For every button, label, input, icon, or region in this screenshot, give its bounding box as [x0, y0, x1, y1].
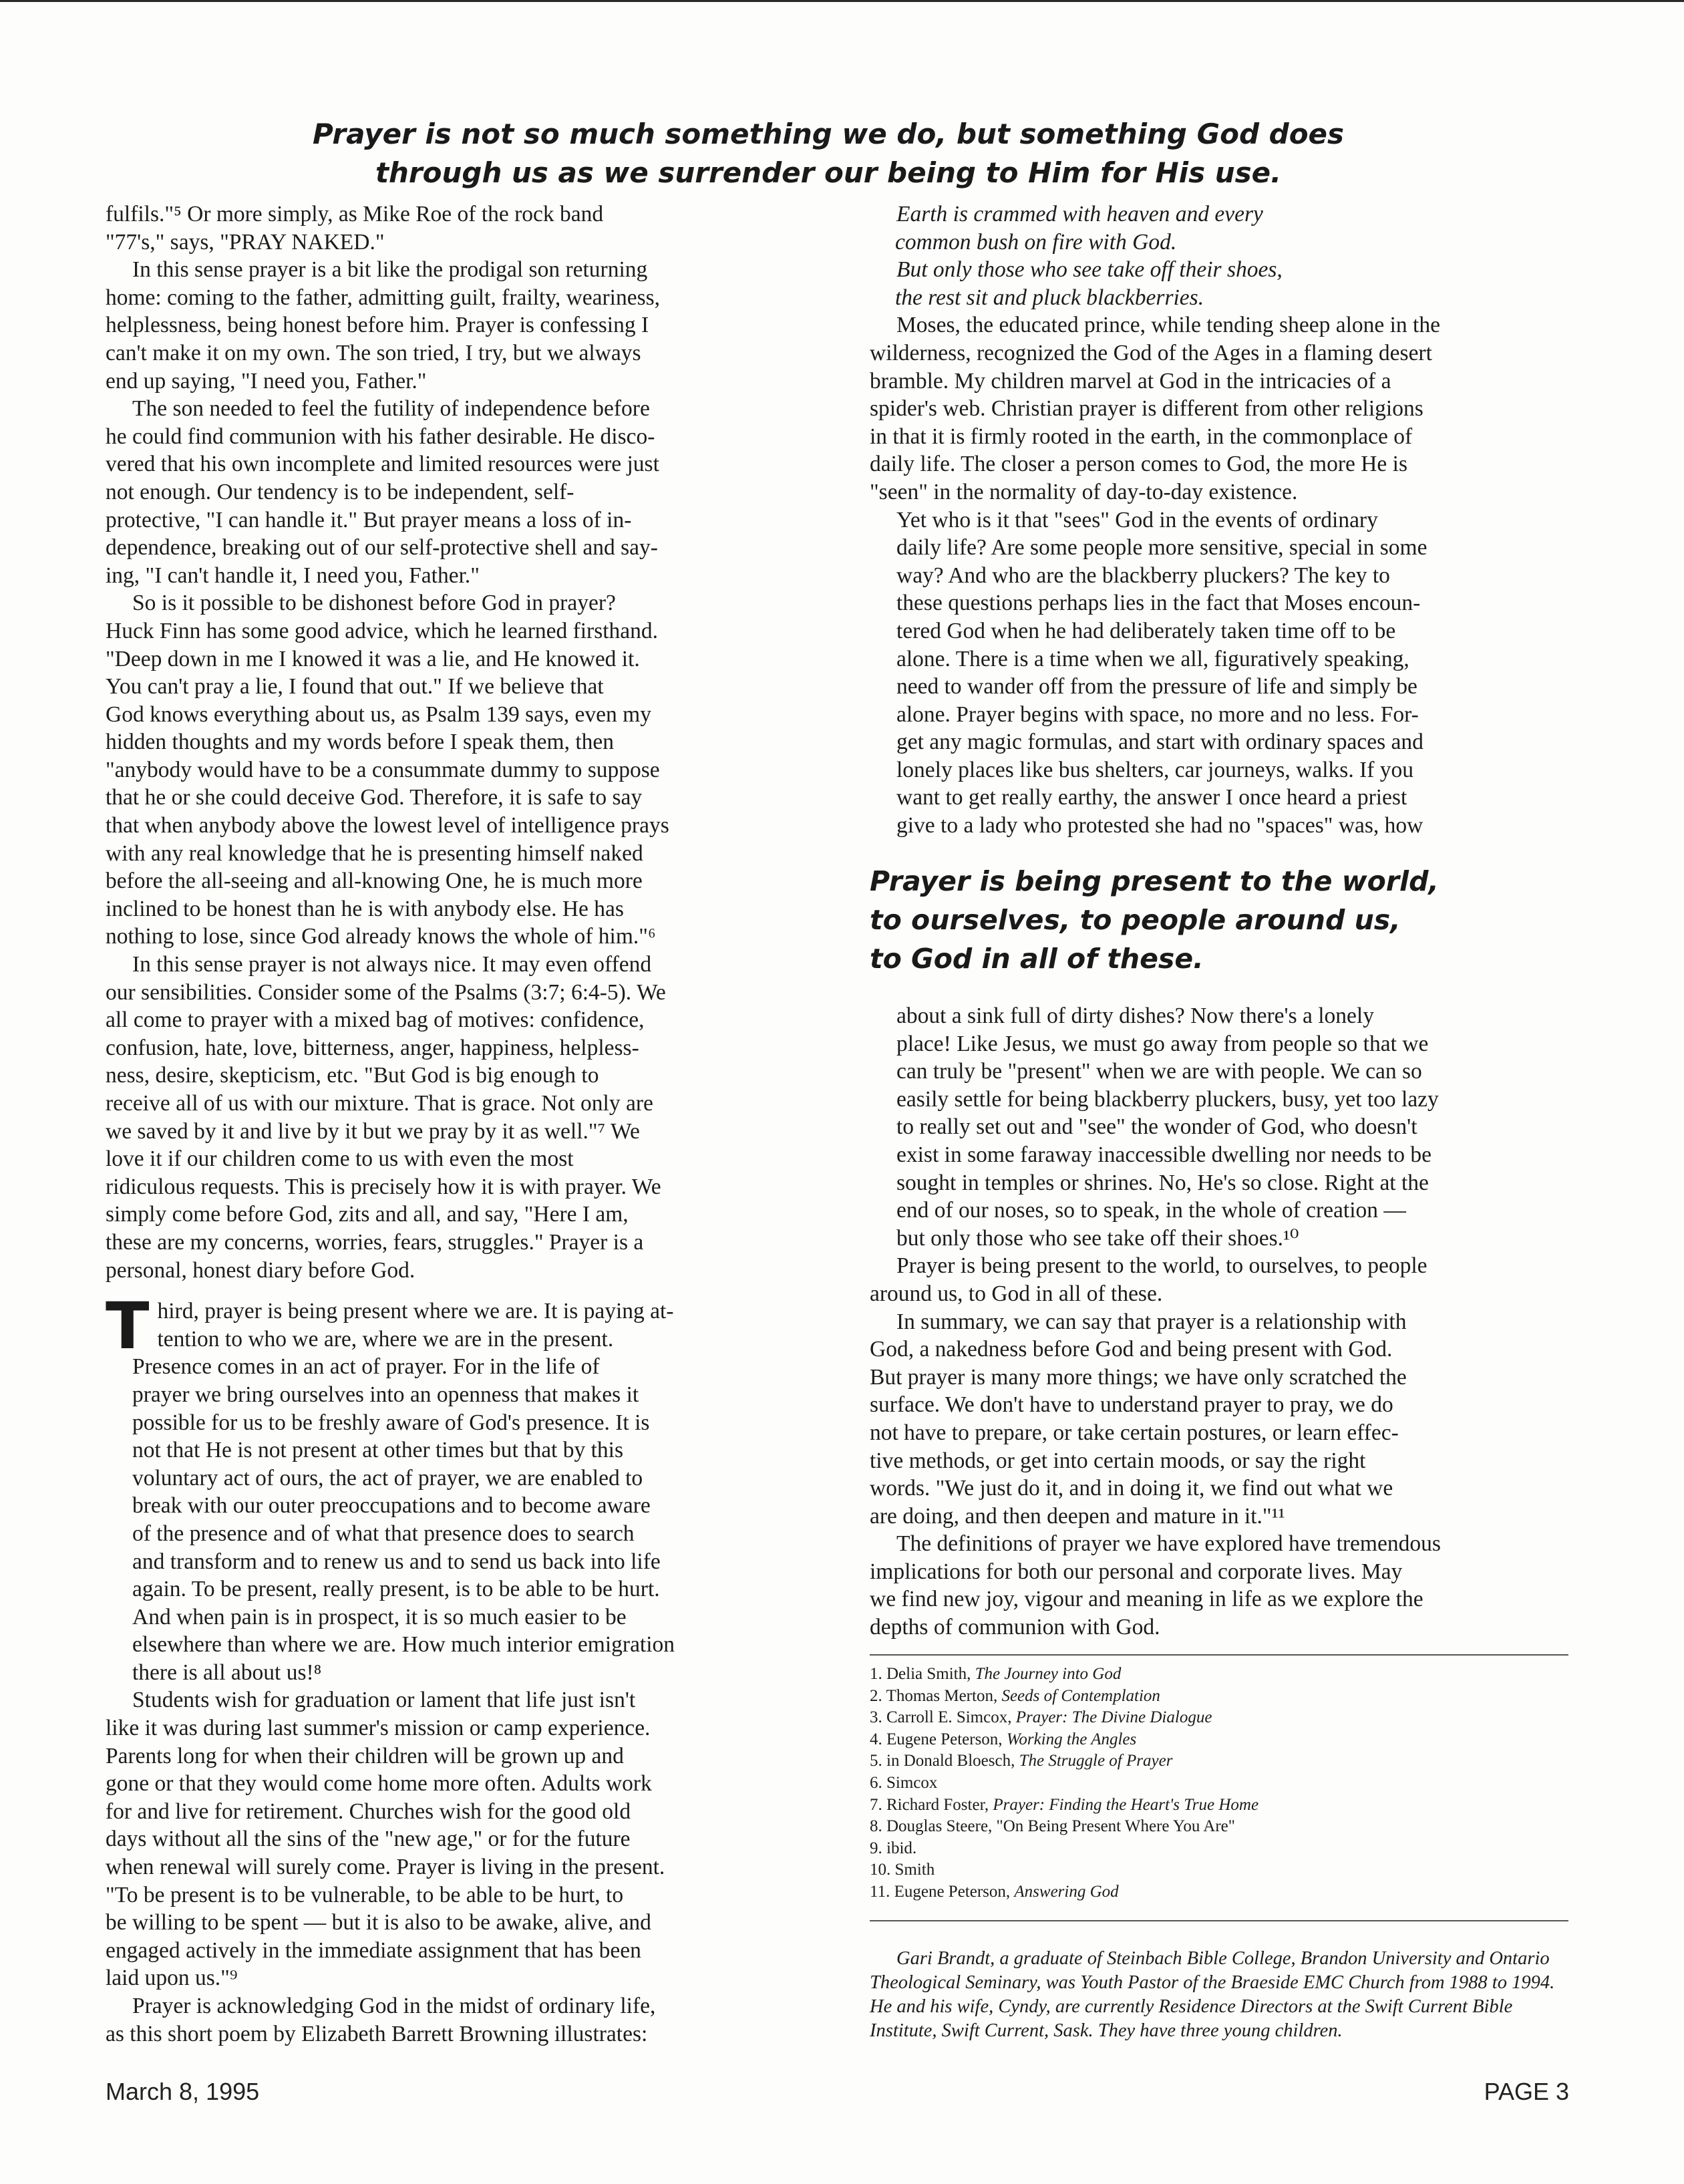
text-line: helplessness, being honest before him. Prayer is confessing I	[106, 313, 649, 338]
text-line: hidden thoughts and my words before I speak them, then	[106, 730, 615, 755]
text-line: end up saying, "I need you, Father."	[106, 368, 427, 394]
text-line: in that it is firmly rooted in the earth, in the commonplace of	[870, 424, 1413, 449]
text-line: implications for both our personal and corporate lives. May	[870, 1559, 1403, 1584]
text-line: depths of communion with God.	[870, 1615, 1160, 1640]
poem-line: common bush on fire with God.	[895, 229, 1177, 255]
text-line: give to a lady who protested she had no "spaces" was, how	[896, 813, 1423, 838]
text-line: there is all about us!⁸	[132, 1660, 322, 1685]
text-line: around us, to God in all of these.	[870, 1281, 1163, 1306]
drop-cap-letter: T	[106, 1289, 150, 1364]
text-line: that when anybody above the lowest level of intelligence prays	[106, 813, 669, 838]
issue-date: March 8, 1995	[106, 2078, 260, 2105]
text-line: place! Like Jesus, we must go away from people so that we	[896, 1031, 1429, 1056]
poem-line: Earth is crammed with heaven and every	[896, 202, 1263, 226]
text-line: easily settle for being blackberry pluckers, busy, yet too lazy	[896, 1086, 1439, 1112]
paragraph	[870, 1002, 1568, 1252]
left-column	[106, 200, 800, 2048]
paragraph	[106, 395, 800, 589]
footnote-item: 9. ibid.	[870, 1839, 917, 1857]
text-line: gone or that they would come home more often. Adults work	[106, 1771, 652, 1797]
text-line: when renewal will surely come. Prayer is living in the present.	[106, 1855, 665, 1880]
bio-divider	[870, 1920, 1568, 1921]
text-line: The son needed to feel the futility of independence before	[132, 396, 650, 422]
text-line: tention to who we are, where we are in the present.	[157, 1326, 614, 1352]
footnote-item: 7. Richard Foster, Prayer: Finding the Heart's True Home	[870, 1795, 1259, 1814]
text-line: alone. There is a time when we all, figuratively speaking,	[896, 646, 1409, 671]
page-number: PAGE 3	[1484, 2078, 1569, 2105]
text-line: dependence, breaking out of our self-protective shell and say-	[106, 535, 658, 561]
poem-line: But only those who see take off their shoes,	[896, 257, 1283, 283]
text-line: alone. Prayer begins with space, no more and no less. For-	[896, 701, 1419, 727]
poem-line: the rest sit and pluck blackberries.	[895, 285, 1204, 310]
text-line: nothing to lose, since God already knows the whole of him."⁶	[106, 924, 656, 949]
text-line: inclined to be honest than he is with anybody else. He has	[106, 896, 624, 921]
text-line: home: coming to the father, admitting guilt, frailty, weariness,	[106, 285, 661, 310]
text-line: God, a nakedness before God and being present with God.	[870, 1337, 1393, 1362]
text-line: Huck Finn has some good advice, which he learned firsthand.	[106, 618, 659, 643]
poem	[870, 200, 1568, 311]
paragraph	[870, 1252, 1568, 1307]
text-line: In this sense prayer is not always nice. It may even offend	[132, 952, 652, 977]
text-line: exist in some faraway inaccessible dwelling nor needs to be	[896, 1142, 1432, 1167]
text-line: all come to prayer with a mixed bag of motives: confidence,	[106, 1007, 645, 1033]
text-line: possible for us to be freshly aware of God's presence. It is	[132, 1410, 650, 1435]
text-line: we find new joy, vigour and meaning in life as we explore the	[870, 1587, 1423, 1612]
pull-quote-middle	[870, 862, 1564, 978]
text-line: simply come before God, zits and all, and say, "Here I am,	[106, 1202, 629, 1227]
text-line: we saved by it and live by it but we pray by it as well."⁷ We	[106, 1118, 640, 1144]
text-line: ing, "I can't handle it, I need you, Father."	[106, 563, 480, 588]
text-line: fulfils."⁵ Or more simply, as Mike Roe of the rock band	[106, 202, 604, 226]
text-line: And when pain is in prospect, it is so much easier to be	[132, 1604, 627, 1629]
text-line: Presence comes in an act of prayer. For in the life of	[132, 1354, 600, 1380]
paragraph-drop-cap	[106, 1289, 800, 1686]
text-line: In summary, we can say that prayer is a relationship with	[896, 1309, 1407, 1334]
text-line: elsewhere than where we are. How much interior emigration	[132, 1632, 675, 1658]
footnote-item: 3. Carroll E. Simcox, Prayer: The Divine Dialogue	[870, 1708, 1212, 1727]
text-line: "77's," says, "PRAY NAKED."	[106, 229, 385, 255]
text-line: before the all-seeing and all-knowing One, he is much more	[106, 869, 643, 894]
text-line: protective, "I can handle it." But prayer means a loss of in-	[106, 507, 632, 532]
text-line: receive all of us with our mixture. That is grace. Not only are	[106, 1091, 653, 1116]
text-line: God knows everything about us, as Psalm 139 says, even my	[106, 701, 651, 727]
text-line: for and live for retirement. Churches wish for the good old	[106, 1799, 631, 1824]
text-line: days without all the sins of the "new age," or for the future	[106, 1827, 631, 1852]
text-line: tered God when he had deliberately taken time off to be	[896, 618, 1396, 643]
text-line: break with our outer preoccupations and to become aware	[132, 1493, 651, 1519]
text-line: You can't pray a lie, I found that out." If we believe that	[106, 674, 604, 699]
text-line: get any magic formulas, and start with ordinary spaces and	[896, 730, 1423, 755]
text-line: The definitions of prayer we have explored have tremendous	[896, 1531, 1441, 1557]
text-line: words. "We just do it, and in doing it, we find out what we	[870, 1476, 1393, 1501]
footnote-item: 8. Douglas Steere, "On Being Present Where You Are"	[870, 1817, 1235, 1836]
text-line: confusion, hate, love, bitterness, anger, happiness, helpless-	[106, 1035, 639, 1060]
text-line: not that He is not present at other times but that by this	[132, 1438, 624, 1463]
text-line: surface. We don't have to understand prayer to pray, we do	[870, 1392, 1393, 1418]
paragraph	[106, 1686, 800, 1992]
text-line: these are my concerns, worries, fears, struggles." Prayer is a	[106, 1229, 644, 1255]
right-column-upper	[870, 200, 1568, 840]
text-line: Parents long for when their children will be grown up and	[106, 1743, 624, 1768]
footnotes-list	[870, 1664, 1568, 1903]
text-line: again. To be present, really present, is to be able to be hurt.	[132, 1577, 660, 1602]
paragraph	[106, 1992, 800, 2048]
text-line: "anybody would have to be a consummate dummy to suppose	[106, 757, 660, 782]
text-line: So is it possible to be dishonest before God in prayer?	[132, 591, 616, 616]
right-column-lower	[870, 1002, 1568, 1642]
text-line: voluntary act of ours, the act of prayer, we are enabled to	[132, 1465, 643, 1491]
text-line: can truly be "present" when we are with people. We can so	[896, 1059, 1422, 1084]
text-line: Yet who is it that "sees" God in the events of ordinary	[896, 507, 1378, 532]
text-line: In this sense prayer is a bit like the prodigal son returning	[132, 257, 648, 283]
text-line: "Deep down in me I knowed it was a lie, and He knowed it.	[106, 646, 640, 671]
text-line: need to wander off from the pressure of life and simply be	[896, 674, 1417, 699]
text-line: are doing, and then deepen and mature in it."¹¹	[870, 1503, 1285, 1529]
text-line: ridiculous requests. This is precisely how it is with prayer. We	[106, 1174, 661, 1199]
footnote-item: 4. Eugene Peterson, Working the Angles	[870, 1730, 1137, 1748]
text-line: Prayer is acknowledging God in the midst of ordinary life,	[132, 1994, 656, 2018]
text-line: but only those who see take off their shoes.¹⁰	[896, 1225, 1299, 1251]
paragraph	[870, 1530, 1568, 1641]
text-line: daily life. The closer a person comes to God, the more He is	[870, 452, 1408, 477]
text-line: "seen" in the normality of day-to-day existence.	[870, 479, 1298, 504]
paragraph	[106, 256, 800, 395]
footnotes-divider	[870, 1654, 1568, 1656]
text-line: and transform and to renew us and to send us back into life	[132, 1549, 661, 1574]
paragraph	[870, 506, 1568, 840]
pull-quote-line: Prayer is not so much something we do, but something God does	[312, 118, 1345, 150]
text-line: Students wish for graduation or lament that life just isn't	[132, 1688, 636, 1713]
text-line: prayer we bring ourselves into an openness that makes it	[132, 1382, 639, 1407]
footnote-item: 5. in Donald Bloesch, The Struggle of Prayer	[870, 1752, 1173, 1770]
text-line: that he or she could deceive God. Therefore, it is safe to say	[106, 785, 643, 810]
text-line: Prayer is being present to the world, to ourselves, to people	[896, 1253, 1427, 1279]
paragraph	[106, 589, 800, 951]
footnote-item: 10. Smith	[870, 1861, 935, 1879]
text-line: can't make it on my own. The son tried, I try, but we always	[106, 340, 641, 365]
text-line: end of our noses, so to speak, in the whole of creation —	[896, 1198, 1406, 1223]
footnote-item: 11. Eugene Peterson, Answering God	[870, 1882, 1119, 1901]
text-line: bramble. My children marvel at God in the intricacies of a	[870, 368, 1391, 394]
text-line: lonely places like bus shelters, car journeys, walks. If you	[896, 757, 1414, 782]
text-line: not have to prepare, or take certain postures, or learn effec-	[870, 1420, 1399, 1445]
text-line: not enough. Our tendency is to be independent, self-	[106, 479, 574, 504]
footnote-item: 1. Delia Smith, The Journey into God	[870, 1665, 1122, 1683]
text-line: to really set out and "see" the wonder of God, who doesn't	[896, 1114, 1417, 1140]
text-line: "To be present is to be vulnerable, to be able to be hurt, to	[106, 1882, 624, 1907]
paragraph	[870, 1308, 1568, 1531]
text-line: personal, honest diary before God.	[106, 1257, 415, 1283]
text-line: laid upon us."⁹	[106, 1966, 238, 1991]
text-line: of the presence and of what that presence does to search	[132, 1521, 635, 1546]
paragraph	[870, 311, 1568, 506]
text-line: But prayer is many more things; we have only scratched the	[870, 1364, 1407, 1390]
footnote-item: 6. Simcox	[870, 1773, 938, 1792]
text-line: with any real knowledge that he is presenting himself naked	[106, 840, 643, 866]
text-line: Moses, the educated prince, while tending sheep alone in the	[896, 313, 1440, 338]
text-line: these questions perhaps lies in the fact that Moses encoun-	[896, 591, 1421, 616]
text-line: as this short poem by Elizabeth Barrett Browning illustrates:	[106, 2021, 648, 2046]
text-line: our sensibilities. Consider some of the Psalms (3:7; 6:4-5). We	[106, 979, 666, 1005]
text-line: tive methods, or get into certain moods, or say the right	[870, 1448, 1366, 1473]
author-bio: Gari Brandt, a graduate of Steinbach Bible College, Brandon University and Ontario Theological Seminary, was Youth Pastor of the Braeside EMC Church from 1988 to 1994. He and his wife, Cyndy, are currently Residence Directors at the Swift Current Bible Institute, Swift Current, Sask. They have three young children.	[870, 1947, 1555, 2041]
text-line: daily life? Are some people more sensitive, special in some	[896, 535, 1427, 561]
text-line: like it was during last summer's mission or camp experience.	[106, 1716, 651, 1741]
text-line: wilderness, recognized the God of the Ages in a flaming desert	[870, 340, 1432, 365]
text-line: want to get really earthy, the answer I once heard a priest	[896, 785, 1407, 810]
text-line: spider's web. Christian prayer is different from other religions	[870, 396, 1423, 422]
text-line: ness, desire, skepticism, etc. "But God is big enough to	[106, 1063, 599, 1088]
paragraph	[106, 951, 800, 1284]
text-line: love it if our children come to us with even the most	[106, 1146, 574, 1172]
text-line: hird, prayer is being present where we are. It is paying at-	[157, 1299, 674, 1324]
text-line: engaged actively in the immediate assignment that has been	[106, 1937, 641, 1963]
pull-quote-top	[200, 115, 1456, 192]
pull-quote-line: Prayer is being present to the world,	[870, 865, 1439, 897]
text-line: he could find communion with his father desirable. He disco-	[106, 424, 655, 449]
top-border-rule	[0, 0, 1684, 2]
text-line: vered that his own incomplete and limited resources were just	[106, 452, 659, 477]
text-line: be willing to be spent — but it is also to be awake, alive, and	[106, 1910, 651, 1935]
footnote-item: 2. Thomas Merton, Seeds of Contemplation	[870, 1686, 1160, 1705]
paragraph	[106, 200, 800, 256]
text-line: sought in temples or shrines. No, He's so close. Right at the	[896, 1170, 1429, 1195]
pull-quote-line: to ourselves, to people around us,	[870, 904, 1401, 936]
text-line: about a sink full of dirty dishes? Now there's a lonely	[896, 1003, 1374, 1028]
pull-quote-line: to God in all of these.	[870, 943, 1204, 975]
text-line: way? And who are the blackberry pluckers? The key to	[896, 563, 1390, 588]
pull-quote-line: through us as we surrender our being to Him for His use.	[375, 156, 1282, 189]
